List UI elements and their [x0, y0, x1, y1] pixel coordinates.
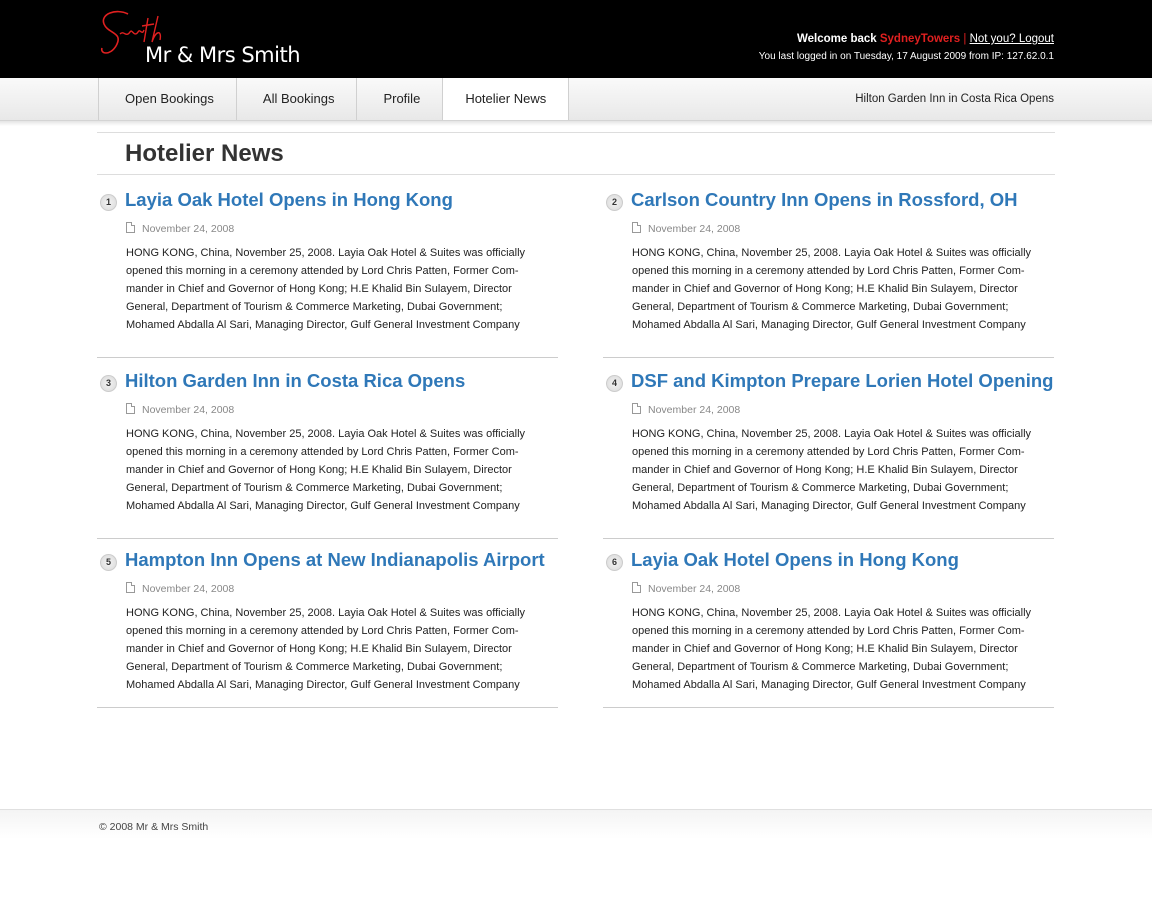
copyright-text: © 2008 Mr & Mrs Smith: [99, 821, 209, 833]
news-body: [126, 604, 541, 694]
news-body: [126, 425, 541, 515]
news-body: [632, 604, 1047, 694]
news-date-text: November 24, 2008: [142, 404, 235, 416]
document-icon: [632, 582, 641, 593]
news-date: [126, 582, 234, 595]
news-body-line: General, Department of Tourism & Commerce Marketing, Dubai Government;: [632, 301, 1009, 313]
news-number-badge: 2: [606, 194, 623, 211]
news-body-line: HONG KONG, China, November 25, 2008. Layia Oak Hotel & Suites was officially: [126, 247, 526, 259]
news-date: [632, 582, 740, 595]
news-body: [632, 244, 1047, 334]
news-number-badge: 1: [100, 194, 117, 211]
separator: |: [963, 33, 967, 45]
news-date: [126, 403, 234, 416]
news-body-line: opened this morning in a ceremony attended by Lord Chris Patten, Former Com-: [126, 446, 519, 458]
news-body-line: General, Department of Tourism & Commerce Marketing, Dubai Government;: [126, 301, 503, 313]
news-body-line: General, Department of Tourism & Commerce Marketing, Dubai Government;: [126, 661, 503, 673]
news-body-line: mander in Chief and Governor of Hong Kong; H.E Khalid Bin Sulayem, Director: [632, 464, 1018, 476]
main-nav: [0, 78, 1152, 121]
news-body-line: Mohamed Abdalla Al Sari, Managing Director, Gulf General Investment Company: [126, 319, 520, 331]
news-number-badge: 6: [606, 554, 623, 571]
news-date: [126, 222, 234, 235]
nav-shadow: [0, 121, 1152, 126]
page-title: Hotelier News: [125, 140, 284, 167]
welcome-prefix: Welcome back: [796, 33, 877, 45]
news-body: [126, 244, 541, 334]
document-icon: [632, 403, 641, 414]
news-date-text: November 24, 2008: [648, 404, 741, 416]
news-body-line: mander in Chief and Governor of Hong Kong; H.E Khalid Bin Sulayem, Director: [632, 643, 1018, 655]
news-body-line: opened this morning in a ceremony attended by Lord Chris Patten, Former Com-: [632, 446, 1025, 458]
nav-tabs: [98, 78, 569, 120]
news-body-line: Mohamed Abdalla Al Sari, Managing Director, Gulf General Investment Company: [126, 500, 520, 512]
document-icon: [632, 222, 641, 233]
news-body-line: opened this morning in a ceremony attended by Lord Chris Patten, Former Com-: [632, 265, 1025, 277]
news-item: [97, 545, 558, 708]
logo-script-text: Smith: [106, 38, 109, 39]
news-title-link[interactable]: Hampton Inn Opens at New Indianapolis Airport: [125, 549, 545, 570]
news-body-line: opened this morning in a ceremony attended by Lord Chris Patten, Former Com-: [126, 625, 519, 637]
news-body: [632, 425, 1047, 515]
tab-hotelier-news[interactable]: Hotelier News: [443, 78, 569, 120]
news-ticker[interactable]: Hilton Garden Inn in Costa Rica Opens: [855, 93, 1054, 105]
tab-all-bookings[interactable]: All Bookings: [237, 78, 358, 120]
news-title-link[interactable]: DSF and Kimpton Prepare Lorien Hotel Opening: [631, 370, 1054, 391]
news-body-line: Mohamed Abdalla Al Sari, Managing Director, Gulf General Investment Company: [632, 500, 1026, 512]
document-icon: [126, 582, 135, 593]
news-date-text: November 24, 2008: [142, 223, 235, 235]
news-item: [97, 366, 558, 539]
logout-link[interactable]: Not you? Logout: [969, 33, 1054, 45]
logo[interactable]: [98, 8, 301, 67]
news-body-line: mander in Chief and Governor of Hong Kong; H.E Khalid Bin Sulayem, Director: [126, 464, 512, 476]
news-date-text: November 24, 2008: [142, 583, 235, 595]
news-item: [97, 185, 558, 358]
last-login-info: You last logged in on Tuesday, 17 August 2009 from IP: 127.62.0.1: [758, 51, 1054, 62]
news-body-line: HONG KONG, China, November 25, 2008. Layia Oak Hotel & Suites was officially: [632, 607, 1032, 619]
news-body-line: opened this morning in a ceremony attended by Lord Chris Patten, Former Com-: [126, 265, 519, 277]
news-body-line: mander in Chief and Governor of Hong Kong; H.E Khalid Bin Sulayem, Director: [126, 643, 512, 655]
news-item: [603, 366, 1054, 539]
news-date-text: November 24, 2008: [648, 583, 741, 595]
news-body-line: Mohamed Abdalla Al Sari, Managing Director, Gulf General Investment Company: [632, 319, 1026, 331]
news-body-line: HONG KONG, China, November 25, 2008. Layia Oak Hotel & Suites was officially: [632, 428, 1032, 440]
logo-text: Mr & Mrs Smith: [145, 43, 301, 67]
news-title-link[interactable]: Layia Oak Hotel Opens in Hong Kong: [125, 189, 453, 210]
news-title-link[interactable]: Layia Oak Hotel Opens in Hong Kong: [631, 549, 959, 570]
news-body-line: Mohamed Abdalla Al Sari, Managing Director, Gulf General Investment Company: [126, 679, 520, 691]
tab-open-bookings[interactable]: Open Bookings: [99, 78, 237, 120]
news-date: [632, 222, 740, 235]
username: SydneyTowers: [879, 33, 961, 45]
news-number-badge: 4: [606, 375, 623, 392]
news-body-line: Mohamed Abdalla Al Sari, Managing Director, Gulf General Investment Company: [632, 679, 1026, 691]
site-header: [0, 0, 1152, 78]
news-title-link[interactable]: Hilton Garden Inn in Costa Rica Opens: [125, 370, 466, 391]
news-body-line: General, Department of Tourism & Commerce Marketing, Dubai Government;: [632, 661, 1009, 673]
news-item: [603, 545, 1054, 708]
document-icon: [126, 222, 135, 233]
news-date: [632, 403, 740, 416]
news-body-line: General, Department of Tourism & Commerce Marketing, Dubai Government;: [126, 482, 503, 494]
news-body-line: General, Department of Tourism & Commerce Marketing, Dubai Government;: [632, 482, 1009, 494]
page-title-bar: [97, 132, 1055, 175]
news-body-line: opened this morning in a ceremony attended by Lord Chris Patten, Former Com-: [632, 625, 1025, 637]
news-body-line: mander in Chief and Governor of Hong Kong; H.E Khalid Bin Sulayem, Director: [632, 283, 1018, 295]
news-body-line: mander in Chief and Governor of Hong Kong; H.E Khalid Bin Sulayem, Director: [126, 283, 512, 295]
news-body-line: HONG KONG, China, November 25, 2008. Layia Oak Hotel & Suites was officially: [126, 607, 526, 619]
tab-profile[interactable]: Profile: [357, 78, 443, 120]
site-footer: [0, 809, 1152, 839]
news-date-text: November 24, 2008: [648, 223, 741, 235]
news-title-link[interactable]: Carlson Country Inn Opens in Rossford, OH: [631, 189, 1018, 210]
news-item: [603, 185, 1054, 358]
news-body-line: HONG KONG, China, November 25, 2008. Layia Oak Hotel & Suites was officially: [632, 247, 1032, 259]
news-number-badge: 3: [100, 375, 117, 392]
news-number-badge: 5: [100, 554, 117, 571]
news-body-line: HONG KONG, China, November 25, 2008. Layia Oak Hotel & Suites was officially: [126, 428, 526, 440]
document-icon: [126, 403, 135, 414]
welcome-message: [797, 33, 1054, 45]
